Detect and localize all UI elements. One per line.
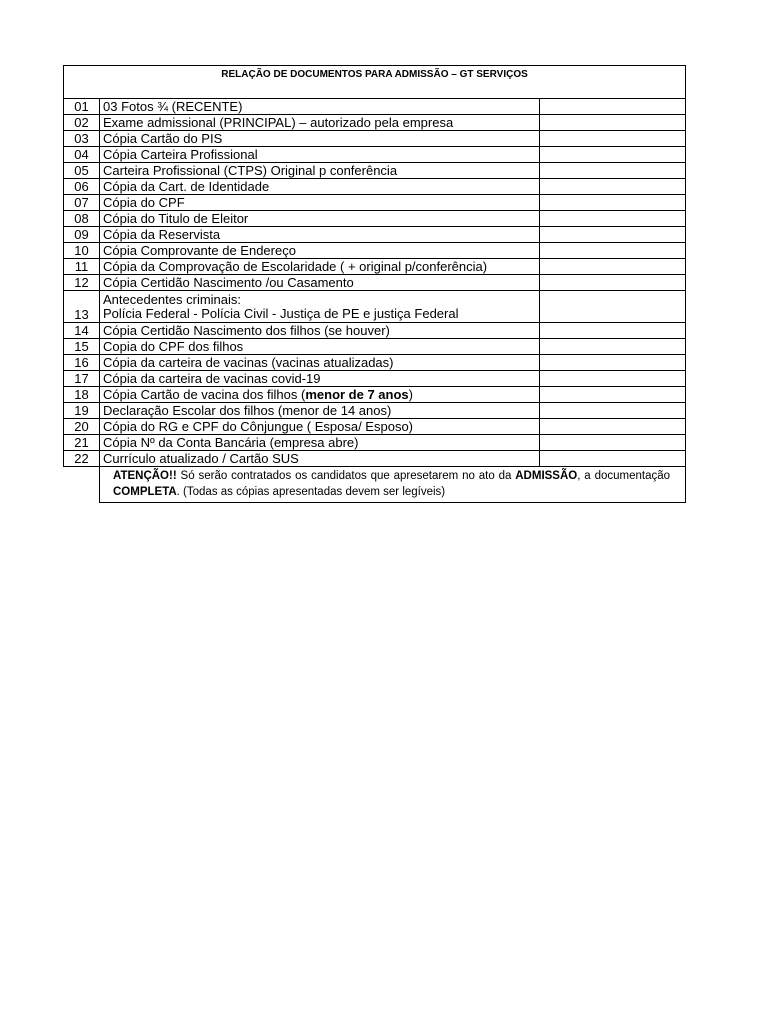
item-description: 03 Fotos ¾ (RECENTE) — [100, 99, 540, 115]
item-description-start: Cópia Cartão de vacina dos filhos ( — [103, 387, 306, 402]
item-check-cell[interactable] — [540, 131, 686, 147]
item-description: Cópia Certidão Nascimento /ou Casamento — [100, 275, 540, 291]
notice-part3: . (Todas as cópias apresentadas devem ser legíveis) — [176, 486, 446, 498]
item-check-cell[interactable] — [540, 323, 686, 339]
item-check-cell[interactable] — [540, 115, 686, 131]
item-check-cell[interactable] — [540, 371, 686, 387]
table-row — [64, 115, 686, 131]
table-body — [64, 99, 686, 467]
item-description: Cópia do CPF — [100, 195, 540, 211]
notice-spacer — [64, 467, 100, 503]
item-check-cell[interactable] — [540, 99, 686, 115]
item-number: 16 — [64, 355, 100, 371]
item-description: Cópia da Comprovação de Escolaridade ( + original p/conferência) — [100, 259, 540, 275]
item-description: Cópia da Reservista — [100, 227, 540, 243]
item-check-cell[interactable] — [540, 355, 686, 371]
item-check-cell[interactable] — [540, 387, 686, 403]
item-number: 05 — [64, 163, 100, 179]
table-row — [64, 387, 686, 403]
item-check-cell[interactable] — [540, 243, 686, 259]
notice-text — [100, 467, 686, 503]
item-check-cell[interactable] — [540, 211, 686, 227]
item-description: Cópia Comprovante de Endereço — [100, 243, 540, 259]
item-description: Cópia da carteira de vacinas covid-19 — [100, 371, 540, 387]
document-table-wrapper — [63, 65, 685, 503]
item-number: 11 — [64, 259, 100, 275]
title-row — [64, 66, 686, 99]
table-row — [64, 131, 686, 147]
table-row — [64, 259, 686, 275]
item-check-cell[interactable] — [540, 163, 686, 179]
item-description: Cópia Certidão Nascimento dos filhos (se houver) — [100, 323, 540, 339]
table-row — [64, 211, 686, 227]
item-description-end: ) — [408, 387, 413, 402]
item-description: Cópia da carteira de vacinas (vacinas atualizadas) — [100, 355, 540, 371]
item-number: 20 — [64, 419, 100, 435]
item-description-emphasis: menor de 7 anos — [305, 387, 409, 402]
table-row — [64, 179, 686, 195]
item-description: Cópia Cartão do PIS — [100, 131, 540, 147]
table-row — [64, 419, 686, 435]
item-check-cell[interactable] — [540, 147, 686, 163]
item-number: 12 — [64, 275, 100, 291]
table-row — [64, 227, 686, 243]
item-number: 15 — [64, 339, 100, 355]
notice-row — [64, 467, 686, 503]
item-description — [100, 387, 540, 403]
item-number: 18 — [64, 387, 100, 403]
item-description-line1: Antecedentes criminais: — [103, 291, 242, 307]
table-row — [64, 147, 686, 163]
item-check-cell[interactable] — [540, 195, 686, 211]
item-number: 09 — [64, 227, 100, 243]
table-row — [64, 291, 686, 323]
item-check-cell[interactable] — [540, 291, 686, 323]
table-row — [64, 371, 686, 387]
item-description: Copia do CPF dos filhos — [100, 339, 540, 355]
item-description — [100, 291, 540, 323]
item-description: Exame admissional (PRINCIPAL) – autorizado pela empresa — [100, 115, 540, 131]
item-description: Cópia da Cart. de Identidade — [100, 179, 540, 195]
item-number: 10 — [64, 243, 100, 259]
item-description-line2: Polícia Federal - Polícia Civil - Justiça de PE e justiça Federal — [103, 305, 459, 321]
item-description: Carteira Profissional (CTPS) Original p conferência — [100, 163, 540, 179]
item-check-cell[interactable] — [540, 403, 686, 419]
table-row — [64, 275, 686, 291]
item-description: Cópia Carteira Profissional — [100, 147, 540, 163]
item-number: 21 — [64, 435, 100, 451]
notice-part2: , a documentação — [577, 470, 671, 482]
table-title: RELAÇÃO DE DOCUMENTOS PARA ADMISSÃO – GT SERVIÇOS — [64, 66, 686, 99]
item-number: 14 — [64, 323, 100, 339]
item-number: 01 — [64, 99, 100, 115]
item-check-cell[interactable] — [540, 259, 686, 275]
item-description: Cópia Nº da Conta Bancária (empresa abre) — [100, 435, 540, 451]
table-row — [64, 451, 686, 467]
notice-part1: Só serão contratados os candidatos que apresetarem no ato da — [176, 470, 516, 482]
item-check-cell[interactable] — [540, 275, 686, 291]
table-row — [64, 243, 686, 259]
item-description: Cópia do RG e CPF do Cônjungue ( Esposa/ Esposo) — [100, 419, 540, 435]
item-number: 03 — [64, 131, 100, 147]
item-check-cell[interactable] — [540, 451, 686, 467]
item-number: 02 — [64, 115, 100, 131]
item-description: Declaração Escolar dos filhos (menor de 14 anos) — [100, 403, 540, 419]
item-number: 19 — [64, 403, 100, 419]
item-check-cell[interactable] — [540, 339, 686, 355]
item-number: 08 — [64, 211, 100, 227]
item-check-cell[interactable] — [540, 419, 686, 435]
notice-bold-admissao: ADMISSÃO — [515, 470, 578, 482]
item-description: Cópia do Titulo de Eleitor — [100, 211, 540, 227]
notice-bold-completa: COMPLETA — [113, 486, 177, 498]
documents-table — [63, 65, 686, 503]
item-check-cell[interactable] — [540, 227, 686, 243]
table-row — [64, 323, 686, 339]
item-check-cell[interactable] — [540, 435, 686, 451]
item-number: 13 — [64, 291, 100, 323]
item-check-cell[interactable] — [540, 179, 686, 195]
table-row — [64, 99, 686, 115]
table-row — [64, 403, 686, 419]
item-number: 06 — [64, 179, 100, 195]
notice-lead: ATENÇÃO!! — [113, 470, 177, 482]
item-number: 17 — [64, 371, 100, 387]
table-row — [64, 163, 686, 179]
item-number: 07 — [64, 195, 100, 211]
table-row — [64, 195, 686, 211]
table-row — [64, 355, 686, 371]
table-row — [64, 435, 686, 451]
item-description: Currículo atualizado / Cartão SUS — [100, 451, 540, 467]
item-number: 22 — [64, 451, 100, 467]
item-number: 04 — [64, 147, 100, 163]
table-row — [64, 339, 686, 355]
